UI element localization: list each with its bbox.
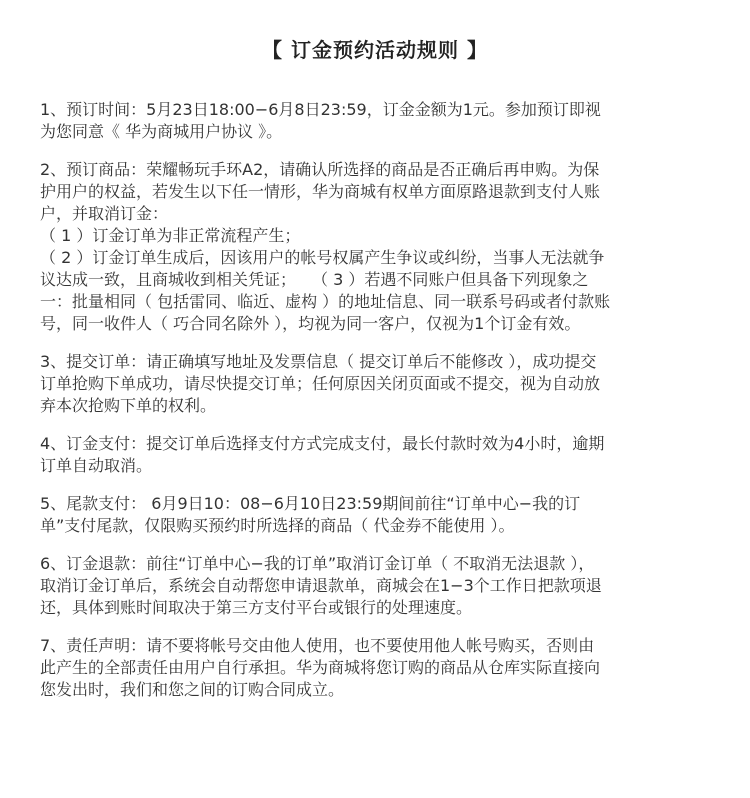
rule-line: 护用户的权益，若发生以下任一情形，华为商城有权单方面原路退款到支付人账 [40,182,601,201]
rule-line: 订单抢购下单成功，请尽快提交订单；任何原因关闭页面或不提交，视为自动放 [40,374,601,393]
rules-list [40,99,710,717]
rule-line: 您发出时，我们和您之间的订购合同成立。 [40,680,345,699]
rule-line: 还，具体到账时间取决于第三方支付平台或银行的处理速度。 [40,598,473,617]
rule-7 [40,635,710,701]
rule-line: 3、提交订单：请正确填写地址及发票信息（ 提交订单后不能修改 ），成功提交 [40,352,597,371]
rule-line: 议达成一致，且商城收到相关凭证； （ 3 ）若遇不同账户但具备下列现象之 [40,270,589,289]
rule-line: 一：批量相同（ 包括雷同、临近、虚构 ）的地址信息、同一联系号码或者付款账 [40,292,611,311]
rule-line: 单”支付尾款，仅限购买预约时所选择的商品（ 代金券不能使用 ）。 [40,516,515,535]
page-title: 【 订金预约活动规则 】 [262,38,488,62]
rule-3 [40,351,710,417]
rule-6 [40,553,710,619]
rule-1 [40,99,710,143]
rule-line: 5、尾款支付： 6月9日10：08−6月10日23:59期间前往“订单中心−我的订 [40,494,581,513]
rule-line: 户，并取消订金： [40,204,169,223]
rule-line: 1、预订时间：5月23日18:00−6月8日23:59，订金金额为1元。参加预订即视 [40,100,601,119]
rule-line: 订单自动取消。 [40,456,153,475]
rule-line: 取消订金订单后，系统会自动帮您申请退款单，商城会在1−3个工作日把款项退 [40,576,602,595]
rule-line: 为您同意《 华为商城用户协议 》。 [40,122,283,141]
rule-line: 6、订金退款：前往“订单中心−我的订单”取消订金订单（ 不取消无法退款 ）， [40,554,595,573]
rule-line: （ 2 ）订金订单生成后，因该用户的帐号权属产生争议或纠纷，当事人无法就争 [40,248,605,267]
rule-line: （ 1 ）订金订单为非正常流程产生； [40,226,301,245]
rule-5 [40,493,710,537]
rule-line: 号，同一收件人（ 巧合同名除外 ），均视为同一客户，仅视为1个订金有效。 [40,314,581,333]
rule-line: 7、责任声明：请不要将帐号交由他人使用，也不要使用他人帐号购买，否则由 [40,636,595,655]
rule-line: 此产生的全部责任由用户自行承担。华为商城将您订购的商品从仓库实际直接向 [40,658,601,677]
rule-4 [40,433,710,477]
rule-line: 2、预订商品：荣耀畅玩手环A2，请确认所选择的商品是否正确后再申购。为保 [40,160,600,179]
rule-line: 弃本次抢购下单的权利。 [40,396,217,415]
rule-2 [40,159,710,335]
rule-line: 4、订金支付：提交订单后选择支付方式完成支付，最长付款时效为4小时，逾期 [40,434,605,453]
